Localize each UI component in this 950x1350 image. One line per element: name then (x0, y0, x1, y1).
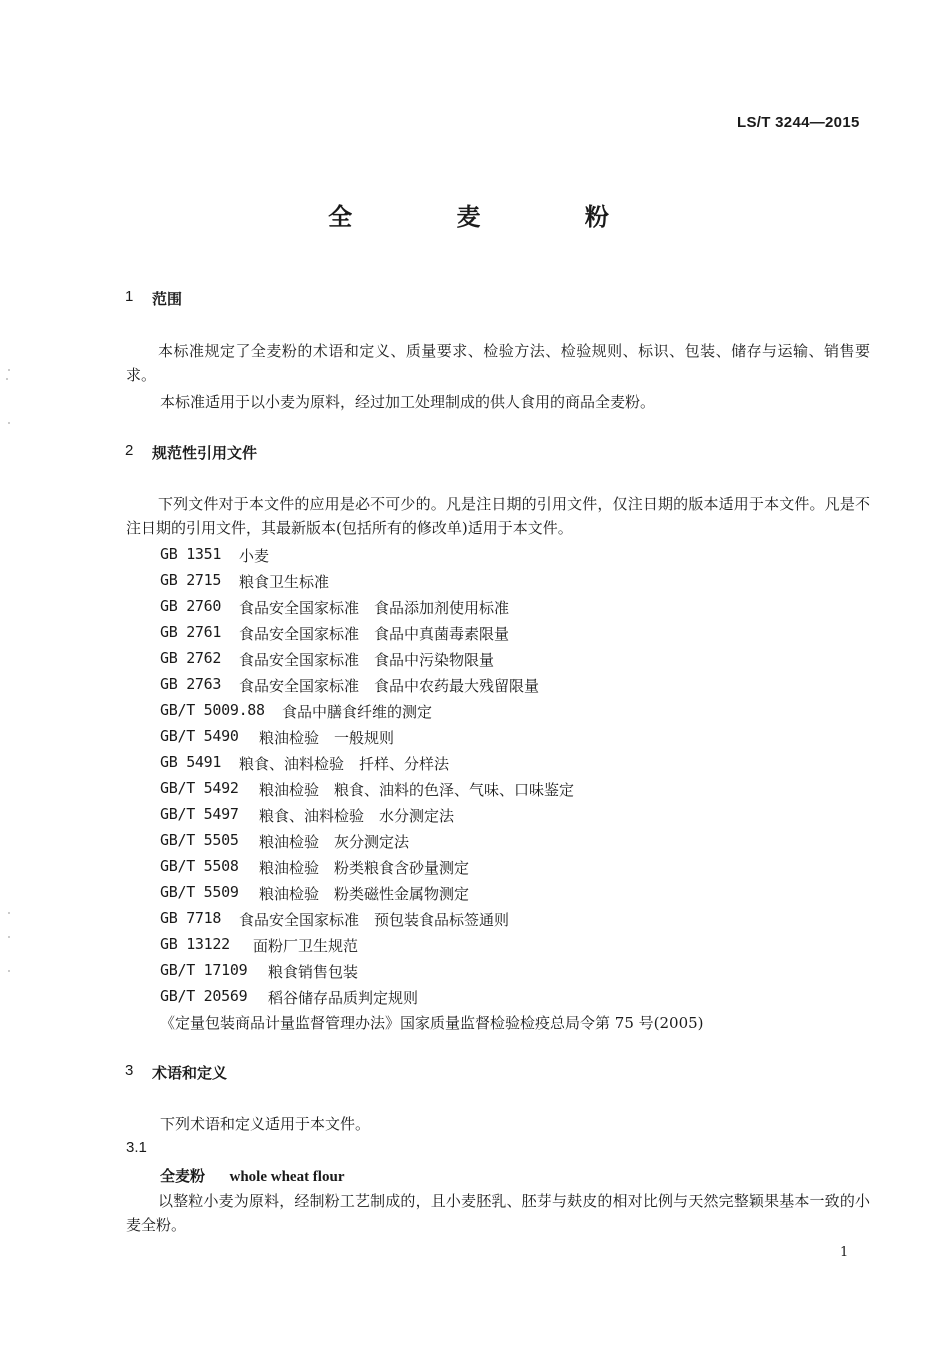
reference-title: 粮食销售包装 (268, 963, 359, 981)
reference-code: GB/T 20569 (160, 987, 248, 1005)
standard-code: LS/T 3244—2015 (737, 114, 860, 131)
reference-code: GB/T 5492 (160, 779, 239, 797)
reference-code: GB 7718 (160, 909, 222, 927)
term-heading (160, 1165, 344, 1186)
document-title: 全 麦 粉 (328, 203, 657, 231)
reference-code: GB 1351 (160, 545, 222, 563)
reference-title: 粮油检验 粮食、油料的色泽、气味、口味鉴定 (259, 781, 575, 799)
reference-code: GB/T 5505 (160, 831, 239, 849)
section-1-paragraph-2: 本标准适用于以小麦为原料，经过加工处理制成的供人食用的商品全麦粉。 (160, 393, 656, 411)
term-name-en: whole wheat flour (229, 1169, 345, 1185)
section-3-intro: 下列术语和定义适用于本文件。 (160, 1115, 371, 1133)
scan-speck (8, 936, 10, 938)
reference-code: GB/T 5508 (160, 857, 239, 875)
reference-code: GB/T 5490 (160, 727, 239, 745)
reference-title: 粮油检验 粉类粮食含砂量测定 (259, 859, 470, 877)
reference-title: 食品安全国家标准 食品中真菌毒素限量 (239, 625, 510, 643)
scan-speck (8, 422, 10, 424)
reference-code: GB/T 5009.88 (160, 701, 265, 719)
reference-title: 食品安全国家标准 食品添加剂使用标准 (239, 599, 510, 617)
reference-title: 食品安全国家标准 食品中农药最大残留限量 (239, 677, 540, 695)
reference-code: GB 2761 (160, 623, 222, 641)
scan-speck (6, 378, 8, 380)
reference-title: 食品安全国家标准 食品中污染物限量 (239, 651, 495, 669)
reference-title: 小麦 (239, 547, 270, 565)
reference-title: 稻谷储存品质判定规则 (268, 989, 419, 1007)
section-3-number: 3 (125, 1062, 134, 1079)
reference-code: GB 2763 (160, 675, 222, 693)
term-definition: 以整粒小麦为原料，经制粉工艺制成的，且小麦胚乳、胚芽与麸皮的相对比例与天然完整颖果基本一致的小麦全粉。 (126, 1192, 870, 1234)
scan-speck (8, 970, 10, 972)
reference-title: 食品中膳食纤维的测定 (282, 703, 433, 721)
reference-title: 粮食、油料检验 扦样、分样法 (239, 755, 450, 773)
reference-code: GB/T 17109 (160, 961, 248, 979)
reference-code: GB 5491 (160, 753, 222, 771)
page-number: 1 (840, 1245, 849, 1260)
reference-code: GB/T 5509 (160, 883, 239, 901)
section-2-number: 2 (125, 442, 134, 459)
reference-code: GB 2762 (160, 649, 222, 667)
section-2-title: 规范性引用文件 (152, 444, 258, 462)
reference-title: 食品安全国家标准 预包装食品标签通则 (239, 911, 510, 929)
section-3-title: 术语和定义 (152, 1064, 228, 1082)
reference-code: GB 2715 (160, 571, 222, 589)
section-1-paragraph-1: 本标准规定了全麦粉的术语和定义、质量要求、检验方法、检验规则、标识、包装、储存与运输、销售要求。 (126, 342, 870, 384)
reference-code: GB 13122 (160, 935, 230, 953)
reference-title: 粮油检验 灰分测定法 (259, 833, 410, 851)
term-number: 3.1 (126, 1139, 147, 1156)
reference-title: 粮油检验 一般规则 (259, 729, 395, 747)
section-1-title: 范围 (152, 290, 183, 308)
reference-title: 面粉厂卫生规范 (253, 937, 359, 955)
scan-speck (8, 912, 10, 914)
reference-code: GB/T 5497 (160, 805, 239, 823)
scan-speck (8, 369, 10, 371)
section-2-intro: 下列文件对于本文件的应用是必不可少的。凡是注日期的引用文件，仅注日期的版本适用于本文件。凡是不注日期的引用文件，其最新版本(包括所有的修改单)适用于本文件。 (126, 495, 870, 537)
reference-title: 粮油检验 粉类磁性金属物测定 (259, 885, 470, 903)
section-1-number: 1 (125, 288, 134, 305)
term-name-cn: 全麦粉 (160, 1167, 206, 1185)
reference-title: 粮食、油料检验 水分测定法 (259, 807, 455, 825)
regulation-reference: 《定量包装商品计量监督管理办法》国家质量监督检验检疫总局令第 75 号(2005) (160, 1014, 704, 1032)
reference-title: 粮食卫生标准 (239, 573, 330, 591)
reference-code: GB 2760 (160, 597, 222, 615)
